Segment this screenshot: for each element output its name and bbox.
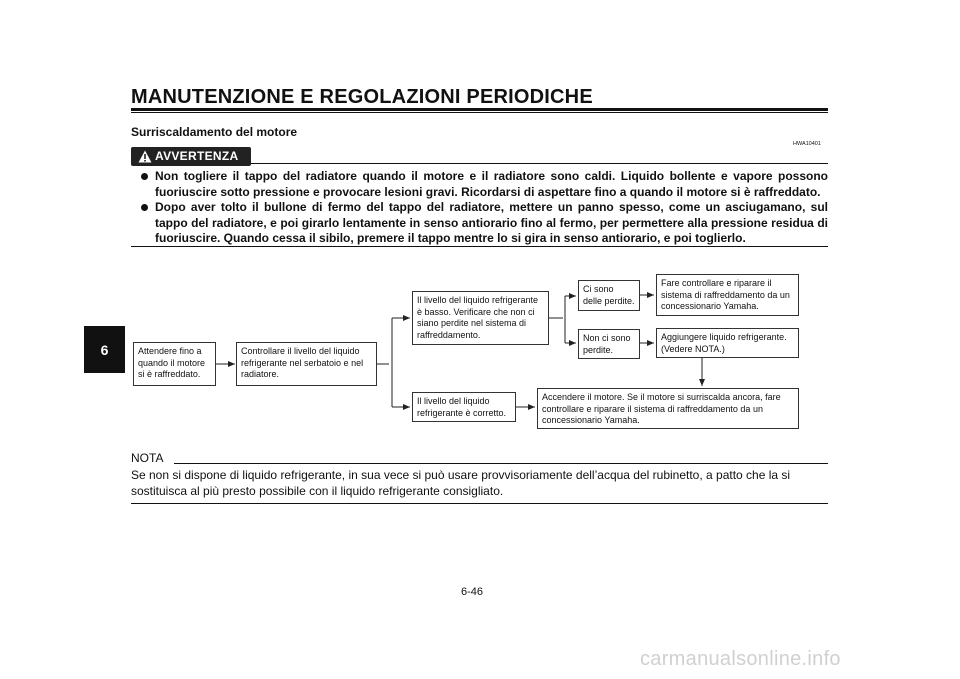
- flow-box-add-coolant-text: Aggiungere liquido refrigerante. (Vedere NOTA.): [661, 332, 787, 354]
- flow-box-leaks: [578, 280, 640, 311]
- flow-box-level-ok-text: Il livello del liquido refrigerante è corretto.: [417, 396, 507, 418]
- nota-rule: [174, 463, 828, 464]
- section-code: HWA10401: [793, 141, 821, 147]
- flow-box-no-leaks-text: Non ci sono perdite.: [583, 333, 631, 355]
- nota-text: Se non si dispone di liquido refrigerante, in sua vece si può usare provvisoriamente dell’acqua del rubinetto, a patto che la si sostituisca al più presto possibile con il liquido refrigerante consigliato.: [131, 468, 791, 498]
- warning-item-text: Dopo aver tolto il bullone di fermo del tappo del radiatore, mettere un panno spesso, come un asciugamano, sul tappo del radiatore, e poi girarlo lentamente in senso antiorario fino al fermo, per permettere alla pressione residua di fuoriuscire. Quando cessa il sibilo, premere il tappo mentre lo si gira in senso antiorario, e poi toglierlo.: [155, 200, 828, 245]
- flow-box-start-engine-text: Accendere il motore. Se il motore si surriscalda ancora, fare controllare e riparare il sistema di raffreddamento da un concessionario Yamaha.: [542, 392, 781, 425]
- chapter-tab-label: 6: [100, 341, 109, 358]
- flow-box-low-level-text: Il livello del liquido refrigerante è basso. Verificare che non ci siano perdite nel sistema di raffreddamento.: [417, 295, 539, 340]
- nota-label: NOTA: [131, 451, 164, 465]
- flow-box-dealer-text: Fare controllare e riparare il sistema di raffreddamento da un concessionario Yamaha.: [661, 278, 790, 311]
- warning-label: AVVERTENZA: [155, 149, 239, 163]
- flow-box-low-level: [412, 291, 549, 345]
- flow-box-no-leaks: [578, 329, 640, 359]
- page-number: 6-46: [461, 586, 484, 598]
- warning-item-text: Non togliere il tappo del radiatore quando il motore e il radiatore sono caldi. Liquido bollente e vapore possono fuoriuscire sotto pressione e provocare lesioni gravi. Ricordarsi di aspettare fino a quando il motore si è raffreddato.: [155, 169, 828, 199]
- flow-box-start-engine: [537, 388, 799, 429]
- flow-box-add-coolant: [656, 328, 799, 358]
- flow-box-dealer: [656, 274, 799, 316]
- flow-box-wait-text: Attendere fino a quando il motore si è raffreddato.: [138, 346, 206, 379]
- flow-box-level-ok: [412, 392, 516, 422]
- flow-box-check: [236, 342, 377, 386]
- flow-box-wait: [133, 342, 216, 386]
- nota-end-rule: [131, 503, 828, 504]
- flow-box-leaks-text: Ci sono delle perdite.: [583, 284, 635, 306]
- flow-box-check-text: Controllare il livello del liquido refrigerante nel serbatoio e nel radiatore.: [241, 346, 364, 379]
- section-title: Surriscaldamento del motore: [131, 125, 298, 139]
- watermark: carmanualsonline.info: [640, 648, 841, 670]
- page-title: MANUTENZIONE E REGOLAZIONI PERIODICHE: [131, 86, 593, 108]
